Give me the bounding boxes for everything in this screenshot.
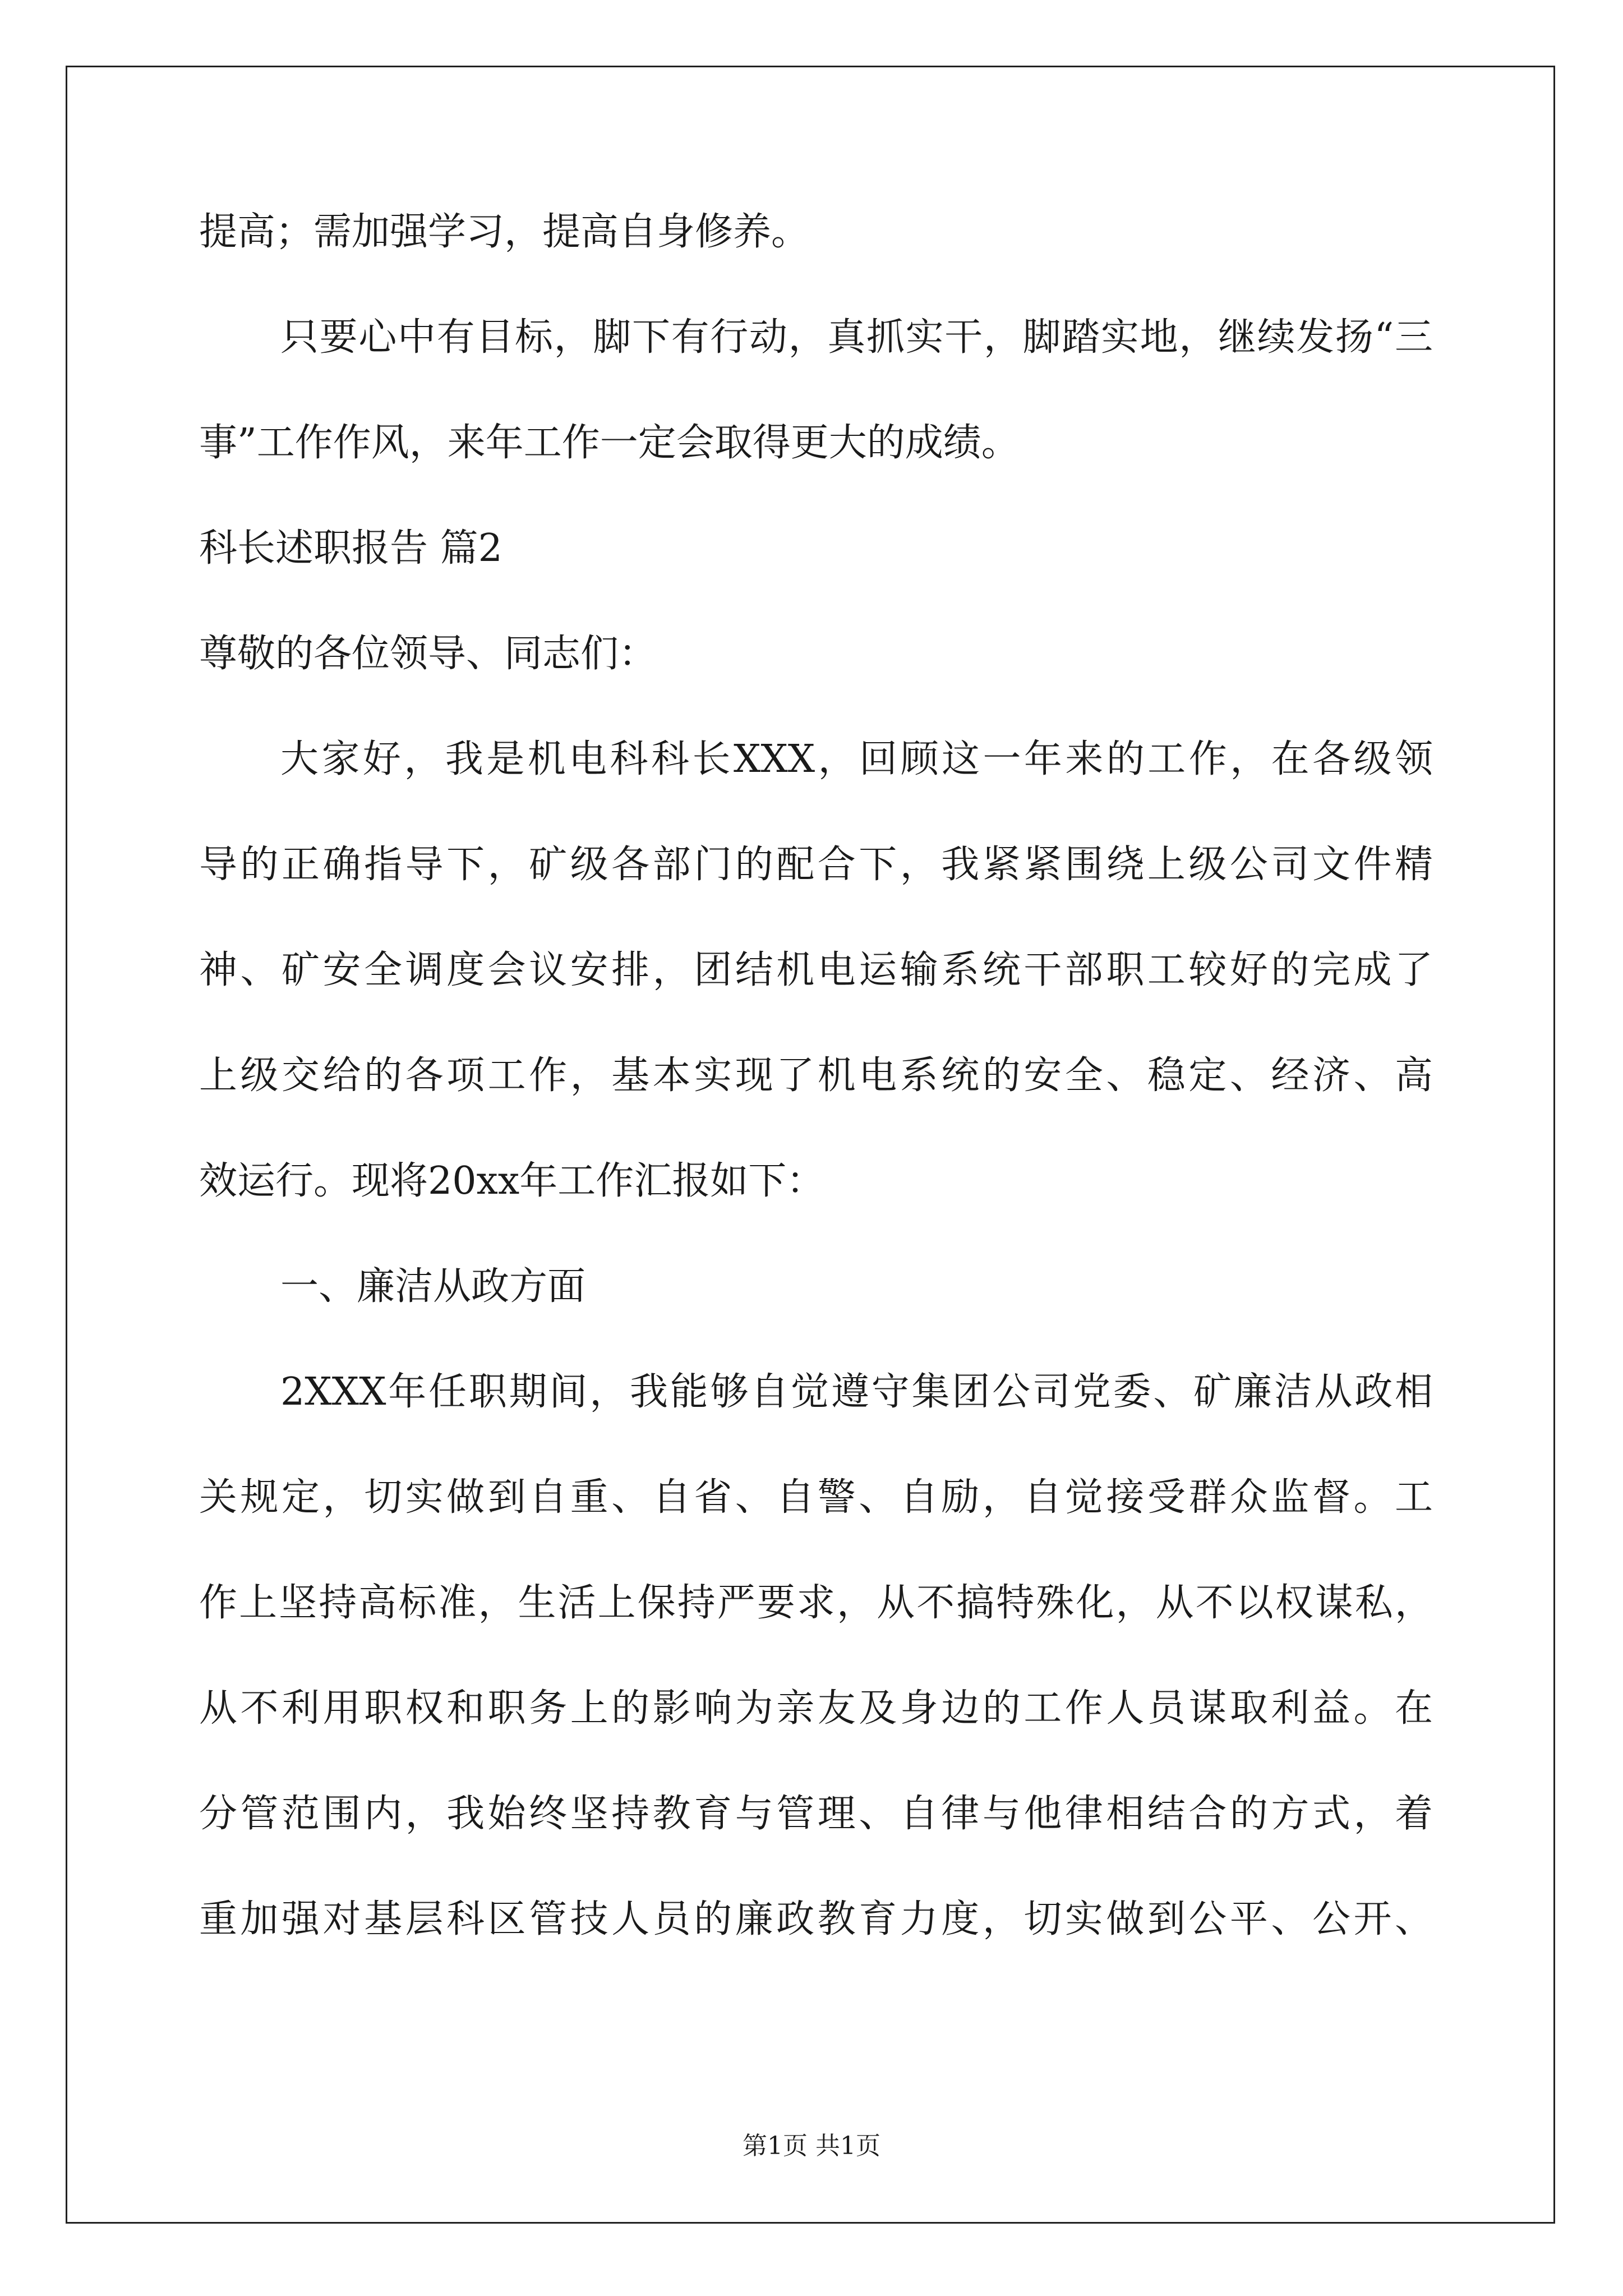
paragraph-line: 上级交给的各项工作，基本实现了机电系统的安全、稳定、经济、高 [199,1053,1433,1098]
section-heading: 科长述职报告 篇2 [199,526,502,570]
paragraph-line: 分管范围内，我始终坚持教育与管理、自律与他律相结合的方式，着 [199,1792,1433,1836]
paragraph-line: 效运行。现将20xx年工作汇报如下： [199,1159,825,1203]
subsection-heading: 一、廉洁从政方面 [280,1264,586,1309]
paragraph-line: 2XXX年任职期间，我能够自觉遵守集团公司党委、矿廉洁从政相 [280,1370,1433,1414]
paragraph-line: 只要心中有目标，脚下有行动，真抓实干，脚踏实地，继续发扬“三 [280,315,1433,360]
paragraph-line: 大家好，我是机电科科长XXX，回顾这一年来的工作，在各级领 [280,737,1433,781]
paragraph-line: 导的正确指导下，矿级各部门的配合下，我紧紧围绕上级公司文件精 [199,843,1433,887]
page-number-footer: 第1页 共1页 [743,2132,880,2160]
paragraph-line: 提高；需加强学习，提高自身修养。 [199,210,810,254]
paragraph-line: 事”工作作风，来年工作一定会取得更大的成绩。 [199,421,1020,465]
paragraph-line: 从不利用职权和职务上的影响为亲友及身边的工作人员谋取利益。在 [199,1686,1433,1731]
paragraph-line: 重加强对基层科区管技人员的廉政教育力度，切实做到公平、公开、 [199,1897,1433,1941]
paragraph-line: 作上坚持高标准，生活上保持严要求，从不搞特殊化，从不以权谋私， [199,1581,1433,1625]
paragraph-line: 神、矿安全调度会议安排，团结机电运输系统干部职工较好的完成了 [199,948,1433,992]
salutation: 尊敬的各位领导、同志们： [199,632,657,676]
paragraph-line: 关规定，切实做到自重、自省、自警、自励，自觉接受群众监督。工 [199,1475,1433,1520]
